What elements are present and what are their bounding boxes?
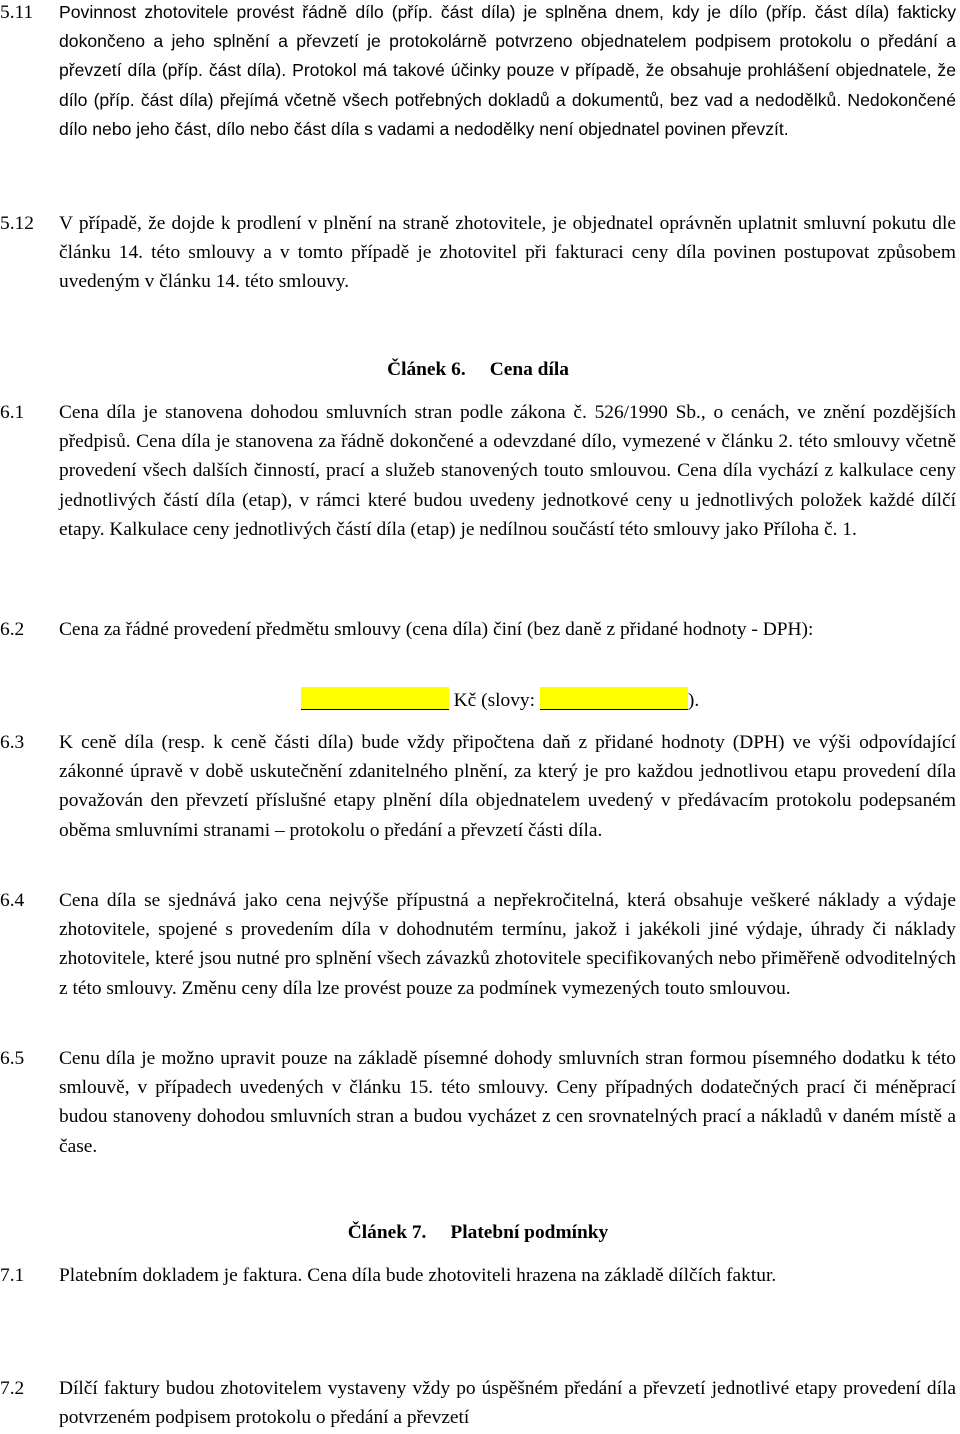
clause-number: 6.3 — [0, 732, 25, 753]
clause-6-4 — [0, 886, 956, 1003]
price-line — [0, 686, 960, 715]
clause-text: V případě, že dojde k prodlení v plnění na straně zhotovitele, je objednatel oprávněn uplatnit smluvní pokutu dle článku 14. této smlouvy a v tomto případě je zhotovitel při fakturaci ceny díla povinen postupovat způsobem uvedeným v článku 14. této smlouvy. — [59, 213, 956, 293]
clause-text: Povinnost zhotovitele provést řádně dílo (příp. část díla) je splněna dnem, kdy je dílo (příp. část díla) fakticky dokončeno a jeho splnění a převzetí je protokolárně potvrzeno objednatelem podpisem protokolu o předání a převzetí díla (příp. část díla). Protokol má takové účinky pouze v případě, že obsahuje prohlášení objednatele, že dílo (příp. část díla) přejímá včetně všech potřebných dokladů a dokumentů, bez vad a nedodělků. Nedokončené dílo nebo jeho část, dílo nebo část díla s vadami a nedodělky není objednatel povinen převzít. — [59, 2, 956, 139]
article-7-heading — [0, 1218, 956, 1247]
clause-text: Cena díla se sjednává jako cena nejvýše přípustná a nepřekročitelná, která obsahuje veškeré náklady a výdaje zhotovitele, spojené s provedením díla v dohodnutém termínu, jakož i jakékoli jiné výdaje, úhrady či náklady zhotovitele, které jsou nutné pro splnění všech závazků zhotovitele specifikovaných nebo přiměřeně odvoditelných z této smlouvy. Změnu ceny díla lze provést pouze za podmínek vymezených touto smlouvou. — [59, 890, 956, 999]
clause-number: 6.2 — [0, 619, 25, 640]
clause-text: K ceně díla (resp. k ceně části díla) bude vždy připočtena daň z přidané hodnoty (DPH) ve výši odpovídající zákonné úpravě v době uskutečnění zdanitelného plnění, za který je pro každou jednotlivou etapu provedení díla považován den převzetí příslušné etapy plnění díla objednatelem uvedený v předávacím protokolu podepsaném oběma smluvními stranami – protokolu o předání a převzetí části díla. — [59, 732, 956, 841]
clause-5-11 — [0, 0, 956, 144]
clause-number: 5.11 — [0, 2, 34, 23]
clause-number: 6.1 — [0, 402, 25, 423]
clause-text: Platebním dokladem je faktura. Cena díla bude zhotoviteli hrazena na základě dílčích faktur. — [59, 1265, 777, 1286]
price-amount-field[interactable] — [301, 687, 449, 710]
clause-text: Cenu díla je možno upravit pouze na základě písemné dohody smluvních stran formou písemného dodatku k této smlouvě, v případech uvedených v článku 15. této smlouvy. Ceny případných dodatečných prací či méněprací budou stanoveny dohodou smluvních stran a budou vycházet z cen srovnatelných prací a nákladů v daném místě a čase. — [59, 1048, 956, 1157]
clause-7-2 — [0, 1374, 956, 1432]
clause-number: 6.4 — [0, 890, 25, 911]
article-title: Platební podmínky — [450, 1222, 609, 1243]
currency-label: Kč (slovy: — [453, 690, 535, 711]
clause-text: Cena za řádné provedení předmětu smlouvy (cena díla) činí (bez daně z přidané hodnoty - DPH): — [59, 619, 814, 640]
clause-6-2 — [0, 615, 956, 644]
clause-number: 7.2 — [0, 1378, 25, 1399]
clause-text: Cena díla je stanovena dohodou smluvních stran podle zákona č. 526/1990 Sb., o cenách, ve znění pozdějších předpisů. Cena díla je stanovena za řádně dokončené a odevzdané dílo, vymezené v článku 2. této smlouvy včetně provedení všech dalších činností, prací a služeb stanovených touto smlouvou. Cena díla vychází z kalkulace ceny jednotlivých částí díla (etap), v rámci které budou uvedeny jednotkové ceny u jednotlivých položek každé dílčí etapy. Kalkulace ceny jednotlivých částí díla (etap) je nedílnou součástí této smlouvy jako Příloha č. 1. — [59, 402, 956, 540]
clause-number: 7.1 — [0, 1265, 25, 1286]
clause-5-12 — [0, 209, 956, 297]
article-title: Cena díla — [489, 359, 569, 380]
clause-6-3 — [0, 728, 956, 845]
clause-number: 6.5 — [0, 1048, 25, 1069]
article-6-heading — [0, 355, 956, 384]
clause-number: 5.12 — [0, 213, 34, 234]
price-words-field[interactable] — [540, 687, 688, 710]
clause-7-1 — [0, 1261, 956, 1290]
clause-6-5 — [0, 1044, 956, 1161]
closing-bracket: ). — [687, 690, 700, 711]
clause-6-1 — [0, 398, 956, 544]
article-label: Článek 6. — [387, 359, 466, 380]
clause-text: Dílčí faktury budou zhotovitelem vystaveny vždy po úspěšném předání a převzetí jednotlivé etapy provedení díla potvrzeném podpisem protokolu o předání a převzetí — [59, 1378, 956, 1429]
article-label: Článek 7. — [347, 1222, 427, 1243]
